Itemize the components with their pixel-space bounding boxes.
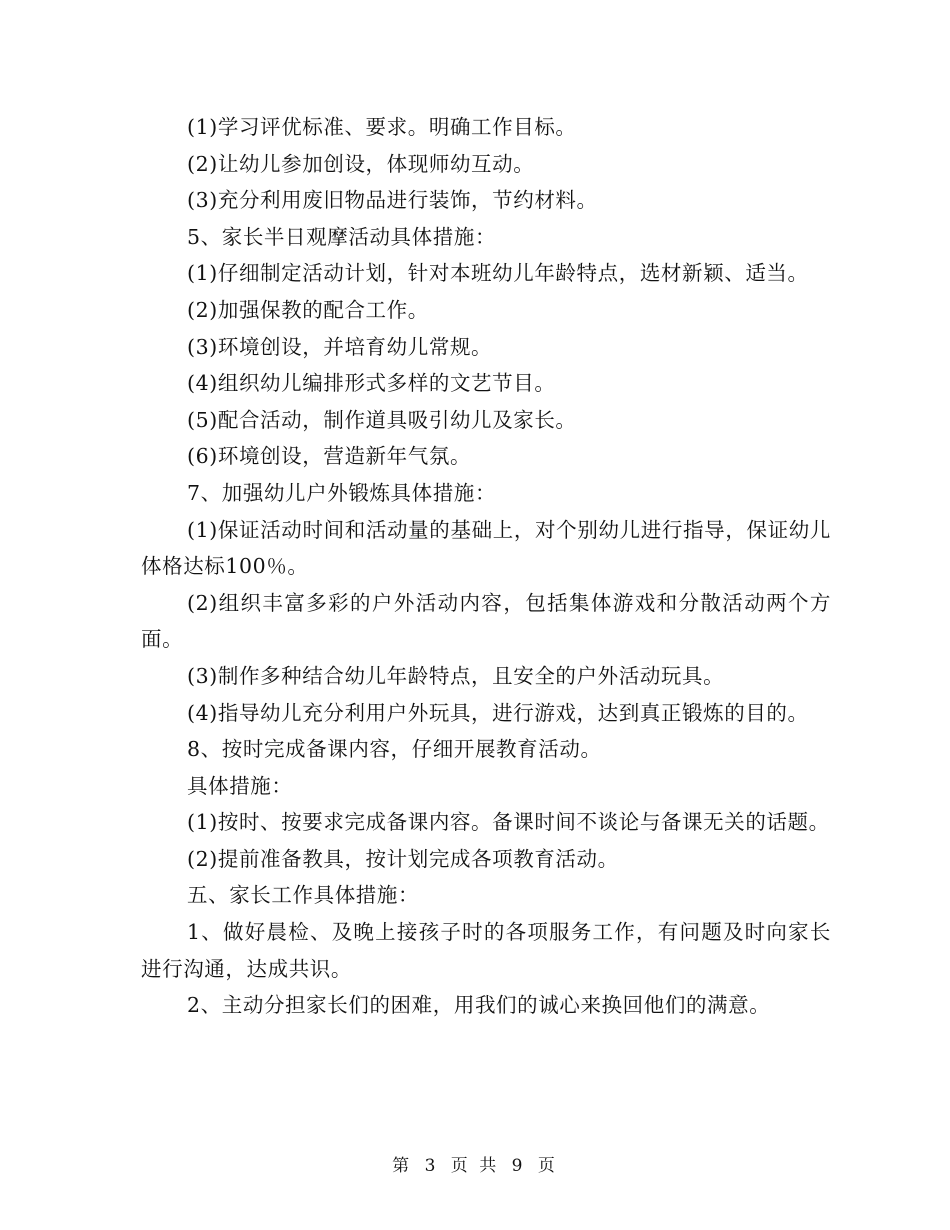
paragraph: (2)组织丰富多彩的户外活动内容，包括集体游戏和分散活动两个方面。 (141, 590, 831, 652)
footer-current-page: 3 (424, 1156, 439, 1176)
paragraph: 7、加强幼儿户外锻炼具体措施： (187, 480, 497, 505)
paragraph: (2)提前准备教具，按计划完成各项教育活动。 (187, 846, 619, 871)
paragraph: (1)按时、按要求完成备课内容。备课时间不谈论与备课无关的话题。 (187, 810, 830, 835)
footer-prefix: 第 (392, 1156, 413, 1176)
footer-total-pages: 9 (511, 1156, 526, 1176)
paragraph: (2)加强保教的配合工作。 (187, 297, 429, 322)
paragraph: (2)让幼儿参加创设，体现师幼互动。 (187, 151, 535, 176)
paragraph: (4)指导幼儿充分利用户外玩具，进行游戏，达到真正锻炼的目的。 (187, 700, 809, 725)
footer-middle: 页 共 (450, 1156, 500, 1176)
paragraph: 8、按时完成备课内容，仔细开展教育活动。 (187, 737, 602, 762)
paragraph: (4)组织幼儿编排形式多样的文艺节目。 (187, 371, 556, 396)
paragraph: (3)充分利用废旧物品进行装饰，节约材料。 (187, 188, 598, 213)
paragraph: 具体措施： (187, 773, 293, 798)
footer-suffix: 页 (537, 1156, 558, 1176)
paragraph: 五、家长工作具体措施： (187, 883, 420, 908)
paragraph: (1)保证活动时间和活动量的基础上，对个别幼儿进行指导，保证幼儿体格达标100％。 (141, 517, 831, 579)
document-body (141, 109, 831, 1024)
paragraph: (3)制作多种结合幼儿年龄特点，且安全的户外活动玩具。 (187, 663, 725, 688)
paragraph: 1、做好晨检、及晚上接孩子时的各项服务工作，有问题及时向家长进行沟通，达成共识。 (141, 920, 831, 981)
paragraph: (6)环境创设，营造新年气氛。 (187, 444, 472, 469)
page-footer (0, 1151, 950, 1176)
paragraph: (3)环境创设，并培育幼儿常规。 (187, 334, 493, 359)
paragraph: (1)仔细制定活动计划，针对本班幼儿年龄特点，选材新颖、适当。 (187, 261, 809, 286)
paragraph: (5)配合活动，制作道具吸引幼儿及家长。 (187, 407, 577, 432)
paragraph: 5、家长半日观摩活动具体措施： (187, 224, 497, 249)
paragraph: (1)学习评优标准、要求。明确工作目标。 (187, 115, 577, 139)
paragraph: 2、主动分担家长们的困难，用我们的诚心来换回他们的满意。 (187, 993, 771, 1018)
